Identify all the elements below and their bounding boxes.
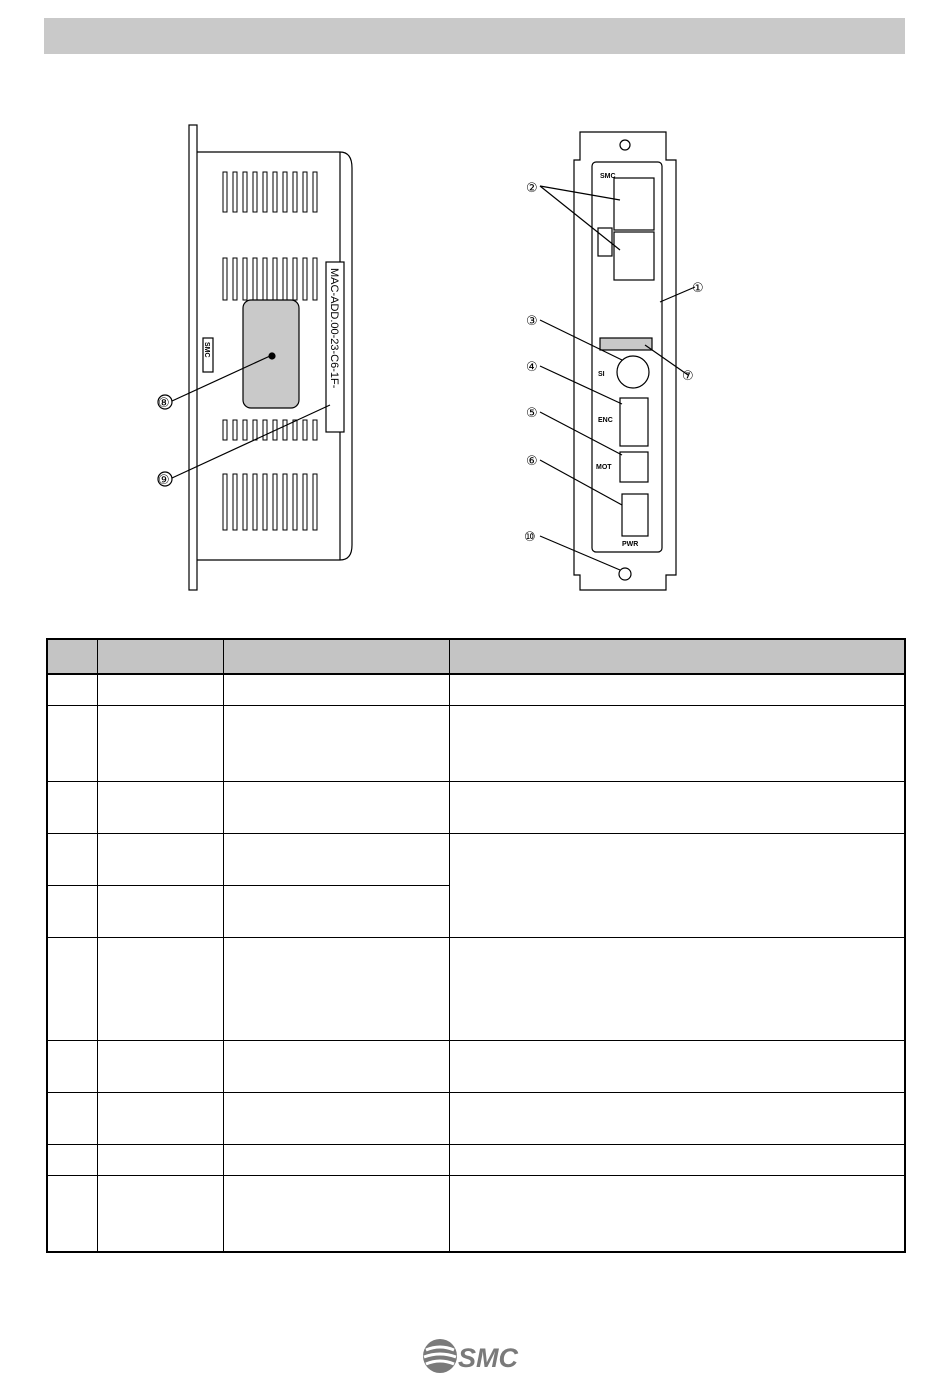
col-header-no	[47, 639, 97, 674]
callout-1: ①	[692, 281, 704, 296]
section-header-band	[44, 18, 905, 54]
smc-logo	[420, 1336, 535, 1376]
diagram-svg	[0, 100, 950, 620]
vent-slot	[223, 420, 227, 440]
vent-slot	[223, 172, 227, 212]
table-row	[47, 1175, 905, 1252]
callout-10: ⑩	[524, 530, 536, 545]
front-brand: SMC	[600, 173, 616, 180]
front-label-strip	[600, 338, 652, 350]
front-si-label: SI	[598, 371, 605, 378]
table-header-row	[47, 639, 905, 674]
vent-slot	[283, 474, 287, 530]
vent-slot	[303, 474, 307, 530]
si-connector	[617, 356, 649, 388]
leader-10	[540, 536, 620, 570]
vent-slot	[233, 172, 237, 212]
front-ground-screw	[619, 568, 631, 580]
mot-connector	[620, 452, 648, 482]
callout-7: ⑦	[682, 369, 694, 384]
port-lower	[614, 232, 654, 280]
vent-slot	[283, 420, 287, 440]
front-plate	[574, 132, 676, 590]
front-enc-label: ENC	[598, 417, 613, 424]
vent-slot	[313, 172, 317, 212]
callout-4: ④	[526, 360, 538, 375]
vent-slot	[223, 258, 227, 300]
product-diagram	[0, 100, 950, 620]
side-model-label: MAC-ADD.00-23-C6-1F-	[328, 268, 340, 389]
side-badge: SMC	[203, 342, 210, 358]
callout-3: ③	[526, 314, 538, 329]
table-row	[47, 833, 905, 885]
table-row	[47, 937, 905, 1040]
smc-logo-mark	[423, 1339, 457, 1373]
callout-5: ⑤	[526, 406, 538, 421]
vent-slot	[293, 258, 297, 300]
vent-slot	[313, 474, 317, 530]
vent-slot	[273, 172, 277, 212]
col-header-item	[223, 639, 449, 674]
leader-2b	[540, 186, 620, 250]
vent-slot	[243, 474, 247, 530]
vent-slot	[283, 172, 287, 212]
vent-slot	[273, 258, 277, 300]
pwr-connector	[622, 494, 648, 536]
front-top-hole	[620, 140, 630, 150]
table-row	[47, 674, 905, 705]
vent-slot	[283, 258, 287, 300]
callout-2: ②	[526, 181, 538, 196]
vent-slot	[313, 258, 317, 300]
vent-slot	[303, 420, 307, 440]
table-row	[47, 1040, 905, 1092]
vent-slot	[293, 420, 297, 440]
leader-4	[540, 366, 622, 404]
vent-slot	[293, 474, 297, 530]
table-row	[47, 781, 905, 833]
table-row	[47, 1144, 905, 1175]
callout-8: ⑧	[158, 396, 170, 411]
leader-1	[660, 287, 695, 302]
enc-connector	[620, 398, 648, 446]
vent-slot	[253, 172, 257, 212]
vent-slot	[263, 172, 267, 212]
front-view	[540, 132, 695, 590]
vent-slot	[223, 474, 227, 530]
callout-6: ⑥	[526, 454, 538, 469]
vent-slot	[253, 474, 257, 530]
col-header-description	[449, 639, 905, 674]
vent-slot	[243, 172, 247, 212]
table-row	[47, 705, 905, 781]
vent-slot	[243, 258, 247, 300]
vent-slot	[303, 172, 307, 212]
vent-slot	[303, 258, 307, 300]
port-upper	[614, 178, 654, 230]
callout-9: ⑨	[158, 473, 170, 488]
table-row	[47, 1092, 905, 1144]
front-pwr-label: PWR	[622, 541, 639, 548]
vent-slot	[243, 420, 247, 440]
side-mounting-flange	[189, 125, 197, 590]
vent-slot	[233, 420, 237, 440]
smc-logo-text: SMC	[458, 1343, 518, 1373]
vent-slot	[263, 420, 267, 440]
vent-slot	[313, 420, 317, 440]
vent-slot	[263, 474, 267, 530]
front-mot-label: MOT	[596, 464, 612, 471]
vent-slot	[273, 474, 277, 530]
vent-slot	[253, 420, 257, 440]
spec-table	[46, 638, 906, 1253]
col-header-name	[97, 639, 223, 674]
side-view	[158, 125, 352, 590]
vent-slot	[233, 474, 237, 530]
vent-slot	[233, 258, 237, 300]
vent-slot	[253, 258, 257, 300]
leader-2a	[540, 186, 620, 200]
vent-slot	[263, 258, 267, 300]
vent-slot	[293, 172, 297, 212]
